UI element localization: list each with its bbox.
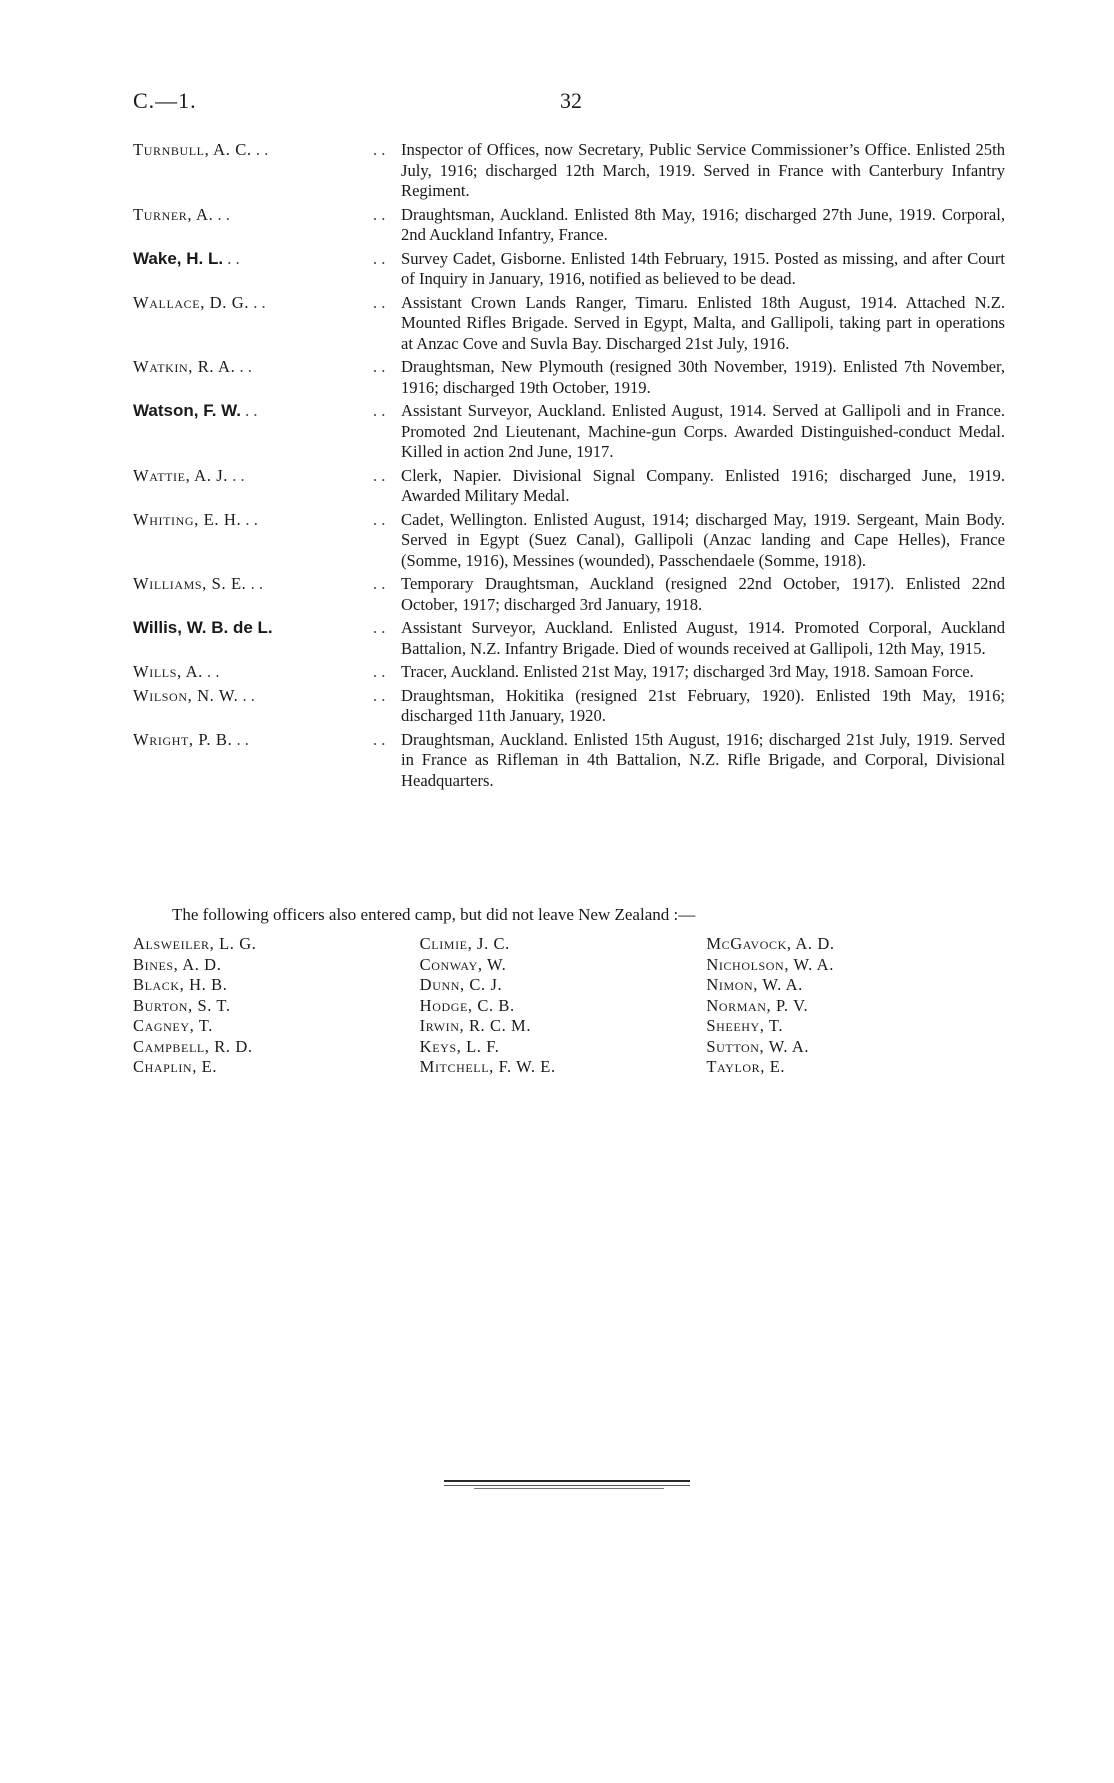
entry-name: Turnbull, A. C. . . [133, 140, 269, 159]
entry-row [133, 662, 1005, 683]
page-number: 32 [560, 88, 582, 113]
officer-name: Keys, L. F. [419, 1036, 500, 1056]
officers-column-1 [133, 934, 420, 1078]
entry-description: Draughtsman, Hokitika (resigned 21st February, 1920). Enlisted 19th May, 1916; discharged 11th January, 1920. [401, 685, 1005, 725]
officer-name: Black, H. B. [133, 975, 228, 994]
entry-leader: . . [373, 685, 386, 705]
officer-name: Cagney, T. [133, 1016, 213, 1035]
officer-name: Norman, P. V. [706, 995, 809, 1015]
entry-row [133, 293, 1005, 355]
entry-leader: . . [373, 292, 386, 312]
entry-row [133, 140, 1005, 202]
officer-name: Dunn, C. J. [419, 975, 503, 994]
entry-name: Whiting, E. H. . . [133, 509, 258, 529]
entry-row [133, 357, 1005, 398]
entry-description: Draughtsman, Auckland. Enlisted 15th August, 1916; discharged 21st July, 1919. Served in France as Rifleman in 4th Battalion, N.Z. Rifle Brigade, and Corporal, Divisional Headquarters. [401, 729, 1005, 790]
camp-officers-intro: The following officers also entered camp, but did not leave New Zealand :— [172, 905, 696, 924]
entry-description: Inspector of Offices, now Secretary, Public Service Commissioner’s Office. Enlisted 25th July, 1916; discharged 12th March, 1919. Served in France with Canterbury Infantry Regiment. [401, 140, 1005, 200]
entry-name: Willis, W. B. de L. [133, 618, 273, 637]
entry-name: Wilson, N. W. . . [133, 685, 255, 705]
officer-name: Mitchell, F. W. E. [419, 1057, 556, 1076]
entry-row [133, 249, 1005, 290]
entry-row [133, 510, 1005, 572]
officer-name: Conway, W. [419, 954, 507, 974]
entry-row [133, 686, 1005, 727]
personnel-entries [133, 140, 1005, 794]
entry-leader: . . [373, 574, 386, 593]
entry-row [133, 574, 1005, 615]
camp-officers-list [133, 934, 993, 1078]
officer-name: Campbell, R. D. [133, 1036, 253, 1056]
entry-leader: . . [373, 357, 386, 376]
page-header [133, 88, 1003, 118]
officer-name: Nicholson, W. A. [706, 954, 834, 974]
document-reference: C.—1. [133, 88, 197, 113]
entry-description: Assistant Surveyor, Auckland. Enlisted August, 1914. Promoted Corporal, Auckland Battalion, N.Z. Infantry Brigade. Died of wounds received at Gallipoli, 12th May, 1915. [401, 618, 1005, 658]
entry-leader: . . [373, 729, 386, 749]
entry-leader: . . [373, 204, 386, 224]
entry-name: Turner, A. . . [133, 204, 230, 224]
entry-row [133, 730, 1005, 792]
officer-name: McGavock, A. D. [706, 934, 835, 953]
entry-row [133, 618, 1005, 659]
entry-name: Wallace, D. G. . . [133, 292, 266, 312]
entry-description: Survey Cadet, Gisborne. Enlisted 14th February, 1915. Posted as missing, and after Court of Inquiry in January, 1916, notified as believed to be dead. [401, 248, 1005, 288]
entry-description: Assistant Crown Lands Ranger, Timaru. Enlisted 18th August, 1914. Attached N.Z. Mounted Rifles Brigade. Served in Egypt, Malta, and Gallipoli, taking part in operations at Anzac Cove and Suvla Bay. Discharged 21st July, 1916. [401, 292, 1005, 353]
entry-leader: . . [373, 248, 386, 268]
entry-name: Wake, H. L. . . [133, 248, 240, 268]
officers-column-3 [706, 934, 993, 1078]
officer-name: Chaplin, E. [133, 1057, 218, 1076]
closing-rule [444, 1480, 690, 1490]
entry-leader: . . [373, 618, 386, 637]
entry-leader: . . [373, 465, 386, 485]
officer-name: Alsweiler, L. G. [133, 934, 257, 953]
entry-name: Wills, A. . . [133, 662, 220, 681]
officer-name: Nimon, W. A. [706, 975, 803, 994]
entry-row [133, 205, 1005, 246]
entry-description: Temporary Draughtsman, Auckland (resigned 22nd October, 1917). Enlisted 22nd October, 1917; discharged 3rd January, 1918. [401, 574, 1005, 614]
entry-description: Cadet, Wellington. Enlisted August, 1914; discharged May, 1919. Sergeant, Main Body. Served in Egypt (Suez Canal), Gallipoli (Anzac landing and Cape Helles), France (Somme, 1916), Messines (wounded), Passchendaele (Somme, 1918). [401, 509, 1005, 570]
officers-column-2 [420, 934, 707, 1078]
entry-name: Williams, S. E. . . [133, 574, 264, 593]
officer-name: Climie, J. C. [419, 934, 510, 953]
officer-name: Irwin, R. C. M. [419, 1016, 532, 1035]
entry-row [133, 401, 1005, 463]
entry-name: Watkin, R. A. . . [133, 357, 252, 376]
officer-name: Sutton, W. A. [706, 1036, 810, 1056]
entry-leader: . . [373, 509, 386, 529]
entry-leader: . . [373, 140, 386, 159]
entry-name: Wattie, A. J. . . [133, 465, 245, 485]
entry-description: Draughtsman, New Plymouth (resigned 30th November, 1919). Enlisted 7th November, 1916; discharged 19th October, 1919. [401, 357, 1005, 397]
entry-name: Watson, F. W. . . [133, 401, 258, 420]
entry-name: Wright, P. B. . . [133, 729, 249, 749]
officer-name: Sheehy, T. [706, 1016, 784, 1035]
officer-name: Hodge, C. B. [419, 995, 515, 1015]
entry-description: Clerk, Napier. Divisional Signal Company. Enlisted 1916; discharged June, 1919. Awarded Military Medal. [401, 465, 1005, 505]
officer-name: Bines, A. D. [133, 954, 222, 974]
entry-leader: . . [373, 401, 386, 420]
entry-leader: . . [373, 662, 386, 681]
entry-description: Draughtsman, Auckland. Enlisted 8th May, 1916; discharged 27th June, 1919. Corporal, 2nd Auckland Infantry, France. [401, 204, 1005, 244]
entry-description: Assistant Surveyor, Auckland. Enlisted August, 1914. Served at Gallipoli and in France. Promoted 2nd Lieutenant, Machine-gun Corps. Awarded Distinguished-conduct Medal. Killed in action 2nd June, 1917. [401, 401, 1005, 461]
entry-description: Tracer, Auckland. Enlisted 21st May, 1917; discharged 3rd May, 1918. Samoan Force. [401, 662, 974, 681]
officer-name: Burton, S. T. [133, 995, 231, 1015]
officer-name: Taylor, E. [706, 1057, 786, 1076]
entry-row [133, 466, 1005, 507]
